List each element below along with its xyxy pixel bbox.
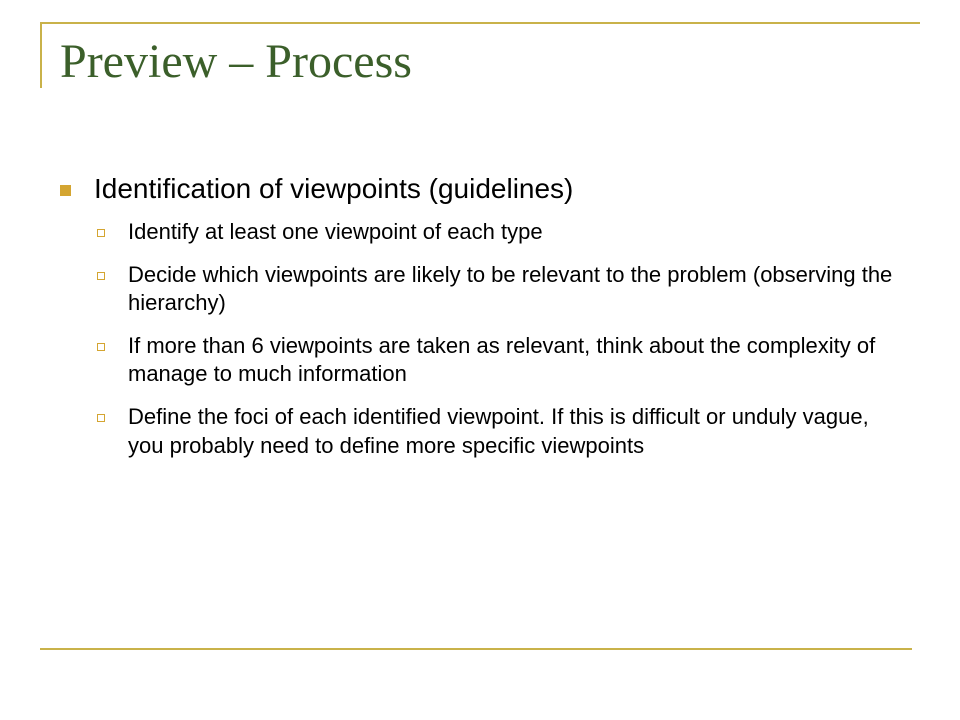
sub-bullet [60,218,900,246]
sub-bullet-text: Identify at least one viewpoint of each type [128,218,543,244]
sub-bullet-text: If more than 6 viewpoints are taken as relevant, think about the complexity of manage to much information [128,333,876,387]
hollow-square-bullet-icon [97,414,105,422]
hollow-square-bullet-icon [97,343,105,351]
slide-title: Preview – Process [60,35,412,88]
sub-bullet-list [60,218,900,460]
filled-square-bullet-icon [60,185,71,196]
hollow-square-bullet-icon [97,272,105,280]
hollow-square-bullet-icon [97,229,105,237]
sub-bullet-text: Define the foci of each identified viewpoint. If this is difficult or unduly vague, you probably need to define more specific viewpoints [128,404,869,458]
main-bullet [60,172,900,206]
sub-bullet [60,403,900,459]
main-bullet-text: Identification of viewpoints (guidelines) [94,173,574,204]
sub-bullet-text: Decide which viewpoints are likely to be relevant to the problem (observing the hierarchy) [128,261,893,315]
sub-bullet [60,261,900,317]
bottom-rule [40,648,912,650]
left-rule [40,22,42,88]
slide-content [60,172,900,475]
sub-bullet [60,332,900,388]
top-rule [40,22,920,24]
